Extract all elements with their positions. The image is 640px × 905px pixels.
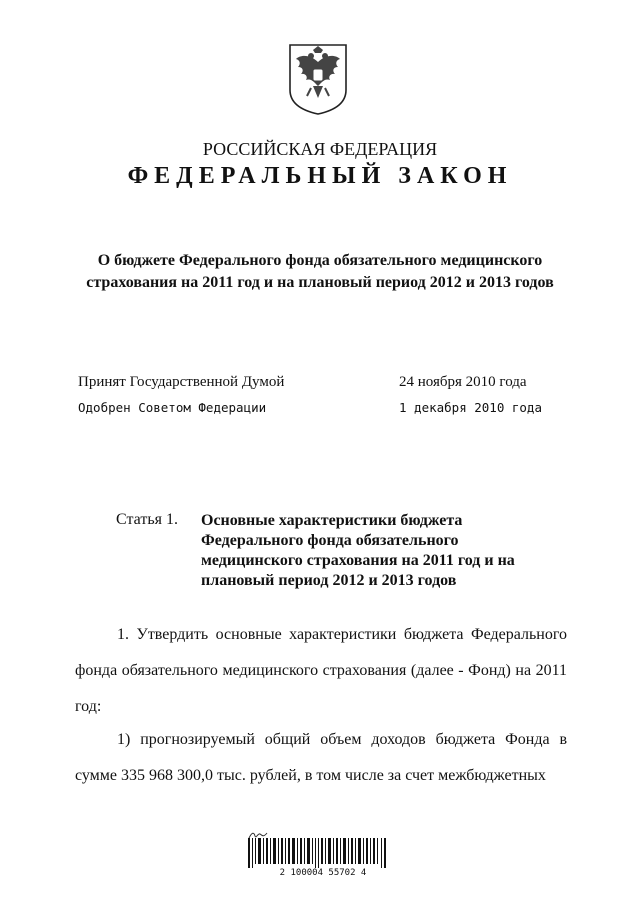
paragraph-1: 1. Утвердить основные характеристики бюджета Федерального фонда обязательного медицинского страхования (далее - Фонд) на 2011 год: [75,626,567,715]
barcode [248,838,388,868]
signature-mark-icon [248,827,268,837]
law-title: О бюджете Федерального фонда обязательного медицинского страхования на 2011 год и на плановый период 2012 и 2013 годов [86,252,554,291]
approved-date: 1 декабря 2010 года [399,400,542,415]
article-label: Статья 1. [116,511,178,528]
barcode-number: 2 100004 55702 4 [279,868,367,878]
document-type: ФЕДЕРАЛЬНЫЙ ЗАКОН [127,163,513,189]
adopted-label: Принят Государственной Думой [78,374,285,390]
adopted-date: 24 ноября 2010 года [399,374,527,390]
country-heading: РОССИЙСКАЯ ФЕДЕРАЦИЯ [202,139,438,159]
approved-label: Одобрен Советом Федерации [78,400,267,415]
paragraph-2: 1) прогнозируемый общий объем доходов бюджета Фонда в сумме 335 968 300,0 тыс. рублей, в том числе за счет межбюджетных [75,731,567,784]
article-title: Основные характеристики бюджета Федерального фонда обязательного медицинского страхования на 2011 год и на плановый период 2012 и 2013 годов [201,512,515,589]
state-emblem-icon [287,42,349,116]
